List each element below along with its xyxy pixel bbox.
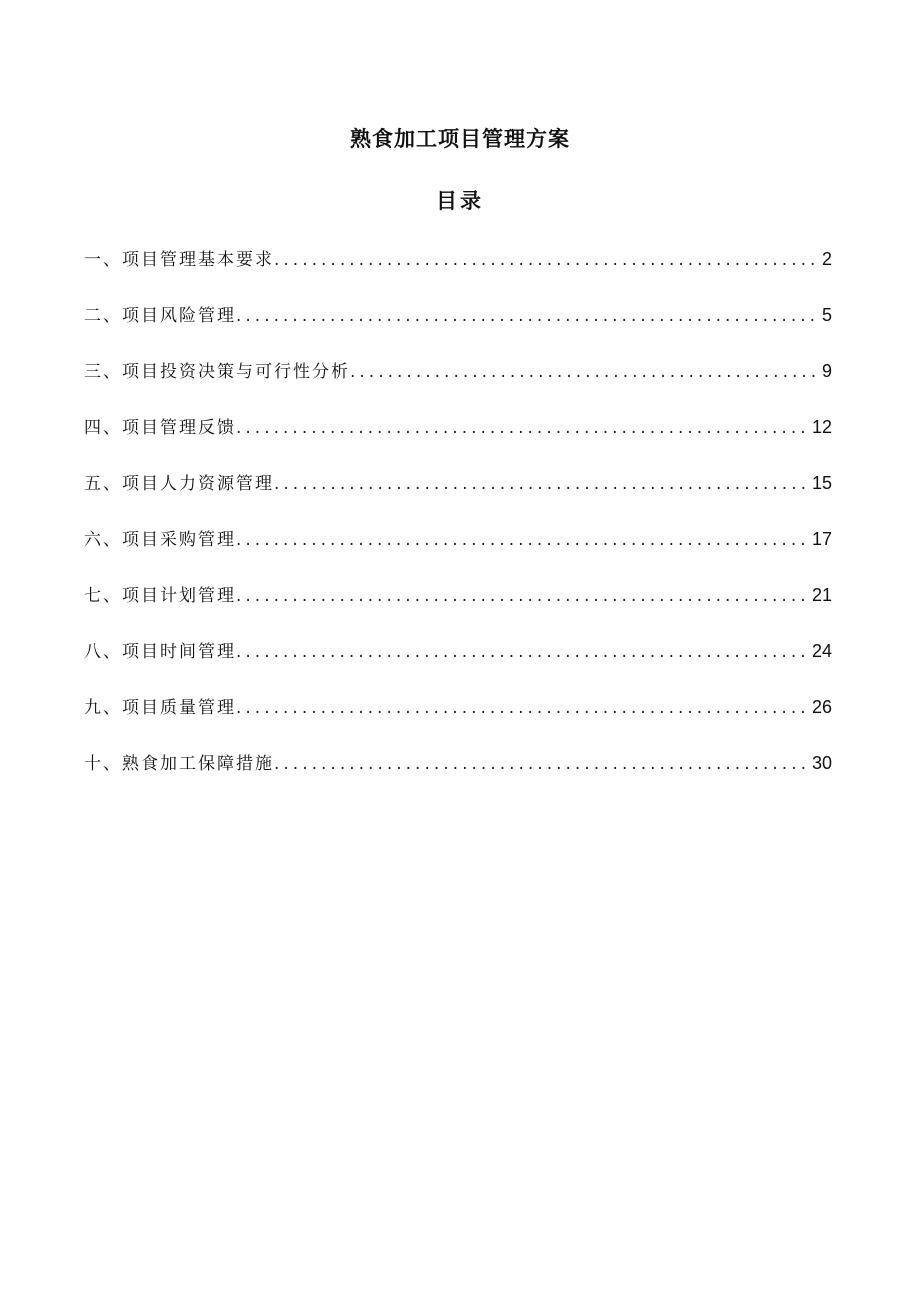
toc-page-number: 24 bbox=[811, 641, 832, 661]
toc-entry-1[interactable] bbox=[84, 244, 832, 300]
toc-entry-label: 六、项目采购管理 bbox=[84, 530, 236, 550]
toc-entry-label: 一、项目管理基本要求 bbox=[84, 250, 274, 270]
toc-dot-leader bbox=[274, 469, 808, 499]
toc-page-number: 30 bbox=[811, 753, 832, 773]
toc-entry-label: 四、项目管理反馈 bbox=[84, 418, 236, 438]
table-of-contents bbox=[84, 244, 832, 804]
toc-entry-4[interactable] bbox=[84, 412, 832, 468]
toc-page-number: 15 bbox=[811, 473, 832, 493]
toc-entry-7[interactable] bbox=[84, 580, 832, 636]
toc-entry-label: 八、项目时间管理 bbox=[84, 642, 236, 662]
toc-dot-leader bbox=[236, 525, 808, 555]
toc-entry-2[interactable] bbox=[84, 300, 832, 356]
toc-entry-label: 五、项目人力资源管理 bbox=[84, 474, 274, 494]
toc-heading: 目录 bbox=[436, 189, 484, 213]
toc-dot-leader bbox=[236, 413, 808, 443]
toc-dot-leader bbox=[236, 693, 808, 723]
toc-page-number: 26 bbox=[811, 697, 832, 717]
toc-entry-label: 二、项目风险管理 bbox=[84, 306, 236, 326]
toc-dot-leader bbox=[350, 357, 818, 387]
toc-page-number: 2 bbox=[821, 249, 832, 269]
toc-entry-8[interactable] bbox=[84, 636, 832, 692]
toc-dot-leader bbox=[236, 301, 818, 331]
document-title: 熟食加工项目管理方案 bbox=[350, 127, 570, 151]
toc-dot-leader bbox=[236, 581, 808, 611]
toc-dot-leader bbox=[274, 749, 808, 779]
toc-page-number: 12 bbox=[811, 417, 832, 437]
toc-page-number: 17 bbox=[811, 529, 832, 549]
toc-page-number: 21 bbox=[811, 585, 832, 605]
toc-entry-9[interactable] bbox=[84, 692, 832, 748]
toc-entry-label: 七、项目计划管理 bbox=[84, 586, 236, 606]
toc-entry-10[interactable] bbox=[84, 748, 832, 804]
toc-entry-6[interactable] bbox=[84, 524, 832, 580]
toc-dot-leader bbox=[274, 245, 818, 275]
toc-entry-3[interactable] bbox=[84, 356, 832, 412]
toc-entry-label: 九、项目质量管理 bbox=[84, 698, 236, 718]
toc-entry-5[interactable] bbox=[84, 468, 832, 524]
toc-entry-label: 十、熟食加工保障措施 bbox=[84, 754, 274, 774]
toc-page-number: 5 bbox=[821, 305, 832, 325]
toc-page-number: 9 bbox=[821, 361, 832, 381]
toc-entry-label: 三、项目投资决策与可行性分析 bbox=[84, 362, 350, 382]
toc-dot-leader bbox=[236, 637, 808, 667]
